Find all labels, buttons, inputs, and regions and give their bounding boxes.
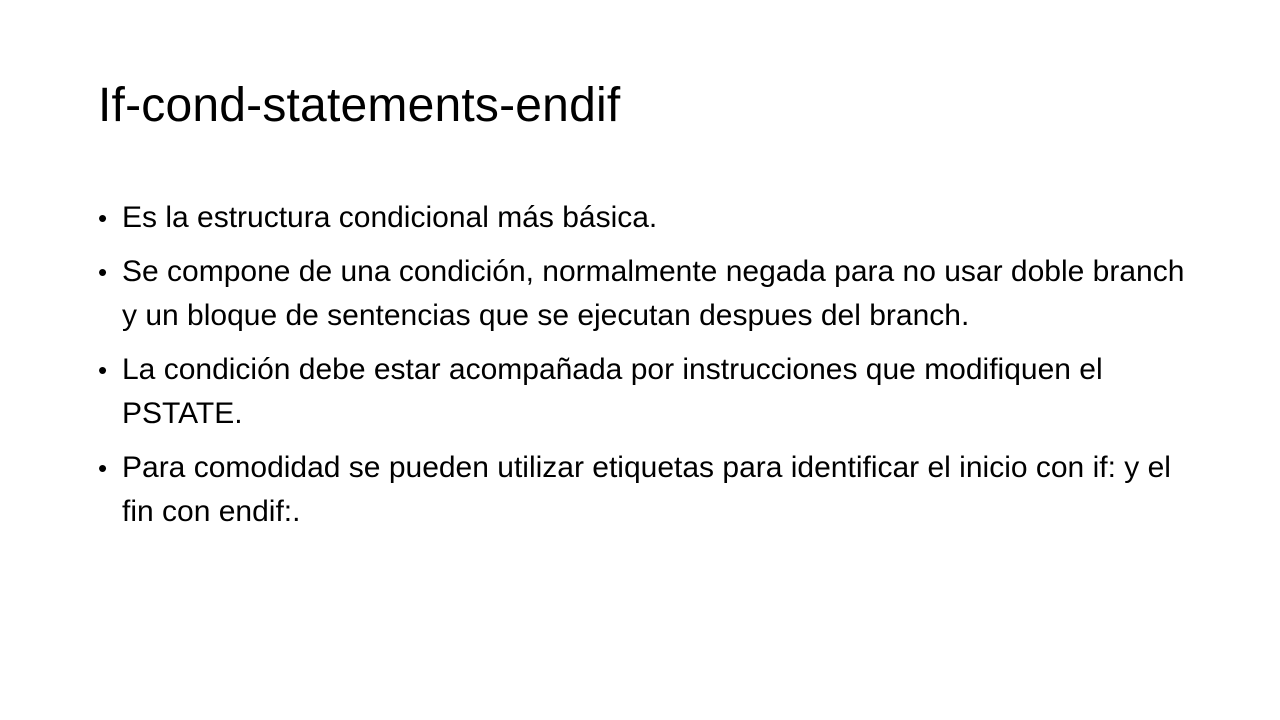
bullet-text: Se compone de una condición, normalmente negada para no usar doble branch y un bloque de sentencias que se ejecutan despues del branch.	[122, 255, 1185, 332]
bullet-item	[98, 250, 1188, 338]
bullet-dot-icon: •	[98, 203, 108, 233]
bullet-item	[98, 348, 1188, 436]
bullet-item	[98, 446, 1188, 534]
bullet-text: Para comodidad se pueden utilizar etiquetas para identificar el inicio con if: y el fin con endif:.	[122, 451, 1171, 528]
bullet-list	[98, 196, 1188, 544]
bullet-text: Es la estructura condicional más básica.	[122, 201, 658, 234]
bullet-text: La condición debe estar acompañada por instrucciones que modifiquen el PSTATE.	[122, 353, 1103, 430]
bullet-item	[98, 196, 1188, 240]
bullet-dot-icon: •	[98, 453, 108, 483]
slide-title: If-cond-statements-endif	[98, 79, 621, 132]
bullet-dot-icon: •	[98, 257, 108, 287]
bullet-dot-icon: •	[98, 355, 108, 385]
